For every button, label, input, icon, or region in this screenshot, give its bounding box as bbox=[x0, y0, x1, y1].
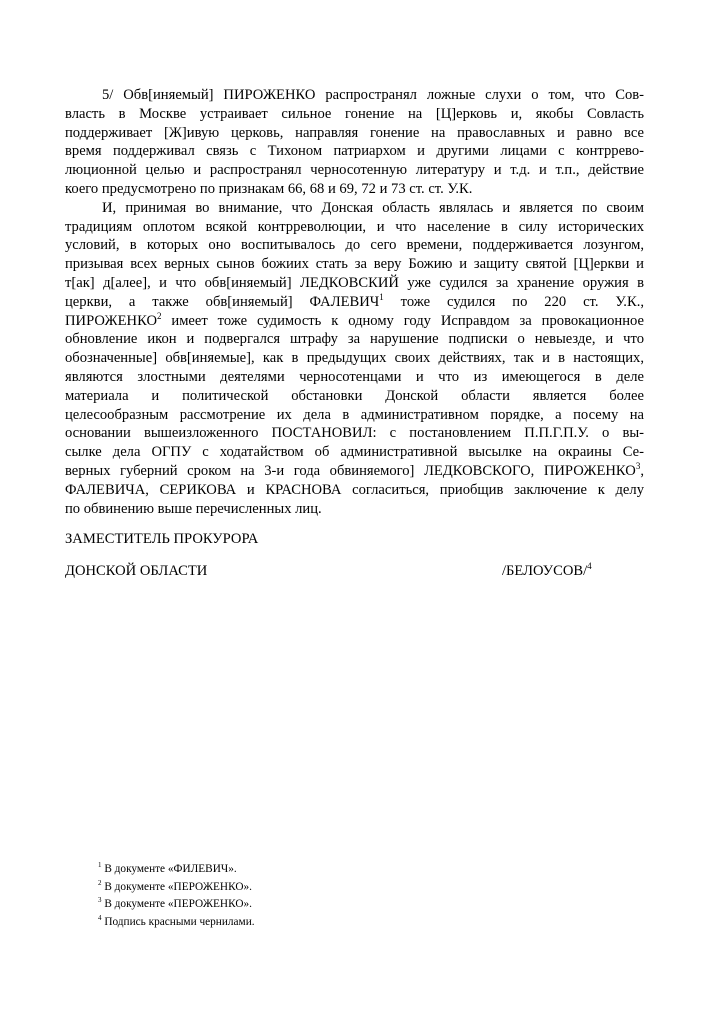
footnote-ref: 2 bbox=[157, 310, 162, 321]
body-line-text: люционной целью и распространял черносотенную литературу и т.д. и т.п., действие bbox=[65, 162, 644, 179]
signer-title: ЗАМЕСТИТЕЛЬ ПРОКУРОРА bbox=[65, 531, 259, 547]
footnote-ref: 3 bbox=[635, 461, 641, 472]
body-line-text: призывая всех верных сынов божиих стать за веру Божию и защиту святой [Ц]еркви и bbox=[65, 256, 644, 273]
footnote-number: 1 bbox=[98, 861, 102, 870]
footnote bbox=[98, 896, 255, 914]
body-line-text: церкви, а также обв[иняемый] ФАЛЕВИЧ bbox=[65, 293, 380, 310]
body-line-text: обновление икон и подвергался штрафу за нарушение подписки о невыезде, и что bbox=[65, 331, 644, 348]
body-line-text-after: имеет тоже судимость к одному году Исправдом за провокационное bbox=[161, 312, 644, 329]
footnote-ref: 1 bbox=[379, 291, 384, 302]
body-line-text: условий, в которых оно воспитывалось до сего времени, поддерживается лозунгом, bbox=[65, 237, 644, 254]
footnote-text: В документе «ПЕРОЖЕНКО». bbox=[101, 898, 252, 911]
body-line-text: ПИРОЖЕНКО bbox=[65, 312, 157, 329]
body-line bbox=[65, 199, 644, 218]
body-line-text: власть в Москве устраивает сильное гонение на [Ц]ерковь и, якобы Совласть bbox=[65, 105, 644, 122]
body-line bbox=[65, 255, 644, 274]
footnote bbox=[98, 914, 255, 932]
body-line-text: т[ак] д[алее], и что обв[иняемый] ЛЕДКОВСКИЙ уже судился за хранение оружия в bbox=[65, 274, 644, 291]
body-line-text: основании вышеизложенного ПОСТАНОВИЛ: с постановлением П.П.Г.П.У. о вы- bbox=[65, 425, 644, 442]
body-line-text: целесообразным рассмотрение их дела в административном порядке, а посему на bbox=[65, 406, 644, 423]
body-line-text: традициям оплотом всякой контрреволюции, и что население в силу исторических bbox=[65, 218, 644, 235]
signer-name-footnote-ref: 4 bbox=[587, 561, 592, 572]
body-line-text: обозначенные] обв[иняемые], как в предыдущих своих действиях, так и в настоящих, bbox=[65, 350, 644, 367]
body-line bbox=[65, 274, 644, 293]
signer-region: ДОНСКОЙ ОБЛАСТИ bbox=[65, 563, 208, 579]
body-line-text: 5/ Обв[иняемый] ПИРОЖЕНКО распространял ложные слухи о том, что Сов- bbox=[102, 87, 644, 103]
body-line bbox=[65, 424, 644, 443]
body-line-text-after: тоже судился по 220 ст. У.К., bbox=[383, 293, 644, 310]
body-line bbox=[65, 368, 644, 387]
footnotes bbox=[98, 861, 255, 931]
body-line bbox=[65, 105, 644, 124]
footnote-text: Подпись красными чернилами. bbox=[101, 915, 255, 928]
footnote-number: 3 bbox=[98, 896, 102, 905]
signature-title-line-1 bbox=[65, 530, 644, 548]
body-line-text: время поддерживал связь с Тихоном патриархом и другими лицами с контррево- bbox=[65, 143, 644, 160]
body-line bbox=[65, 387, 644, 406]
footnote-number: 4 bbox=[98, 914, 102, 923]
footnote-text: В документе «ПЕРОЖЕНКО». bbox=[101, 880, 252, 893]
footnote bbox=[98, 879, 255, 897]
signer-name-wrap bbox=[502, 562, 592, 580]
body-line-text: И, принимая во внимание, что Донская область являлась и является по своим bbox=[102, 199, 644, 216]
body-line-text: верных губерний сроком на 3-и года обвиняемого] ЛЕДКОВСКОГО, ПИРОЖЕНКО bbox=[65, 462, 636, 479]
body-line bbox=[65, 312, 644, 331]
footnote-text: В документе «ФИЛЕВИЧ». bbox=[101, 863, 237, 875]
body-line bbox=[65, 293, 644, 312]
body-line-text: по обвинению выше перечисленных лиц. bbox=[65, 500, 322, 517]
body-line-text: сылке дела ОГПУ с ходатайством об административной высылке на окраины Се- bbox=[65, 444, 644, 461]
body-line bbox=[65, 86, 644, 105]
signer-name: /БЕЛОУСОВ/ bbox=[502, 563, 588, 579]
footnote bbox=[98, 861, 255, 879]
body-line bbox=[65, 349, 644, 368]
body-line bbox=[65, 180, 644, 199]
body-line bbox=[65, 218, 644, 237]
signature-title-line-2 bbox=[65, 562, 644, 580]
body-line-text: являются злостными деятелями черносотенцами и что из имеющегося в деле bbox=[65, 368, 644, 385]
body-line bbox=[65, 124, 644, 143]
document-body bbox=[65, 86, 644, 518]
body-line-text-after: , bbox=[640, 462, 644, 479]
body-line bbox=[65, 481, 644, 500]
body-line bbox=[65, 462, 644, 481]
body-line bbox=[65, 500, 644, 519]
body-line bbox=[65, 142, 644, 161]
footnote-number: 2 bbox=[98, 878, 102, 887]
body-line bbox=[65, 406, 644, 425]
body-line-text: коего предусмотрено по признакам 66, 68 и 69, 72 и 73 ст. ст. У.К. bbox=[65, 180, 473, 197]
body-line bbox=[65, 443, 644, 462]
body-line bbox=[65, 330, 644, 349]
body-line-text: поддерживает [Ж]ивую церковь, направляя гонение на православных и равно все bbox=[65, 124, 644, 141]
body-line-text: материала и политической обстановки Донской области является более bbox=[65, 387, 644, 404]
body-line bbox=[65, 236, 644, 255]
body-line bbox=[65, 161, 644, 180]
body-line-text: ФАЛЕВИЧА, СЕРИКОВА и КРАСНОВА согласиться, приобщив заключение к делу bbox=[65, 481, 644, 498]
